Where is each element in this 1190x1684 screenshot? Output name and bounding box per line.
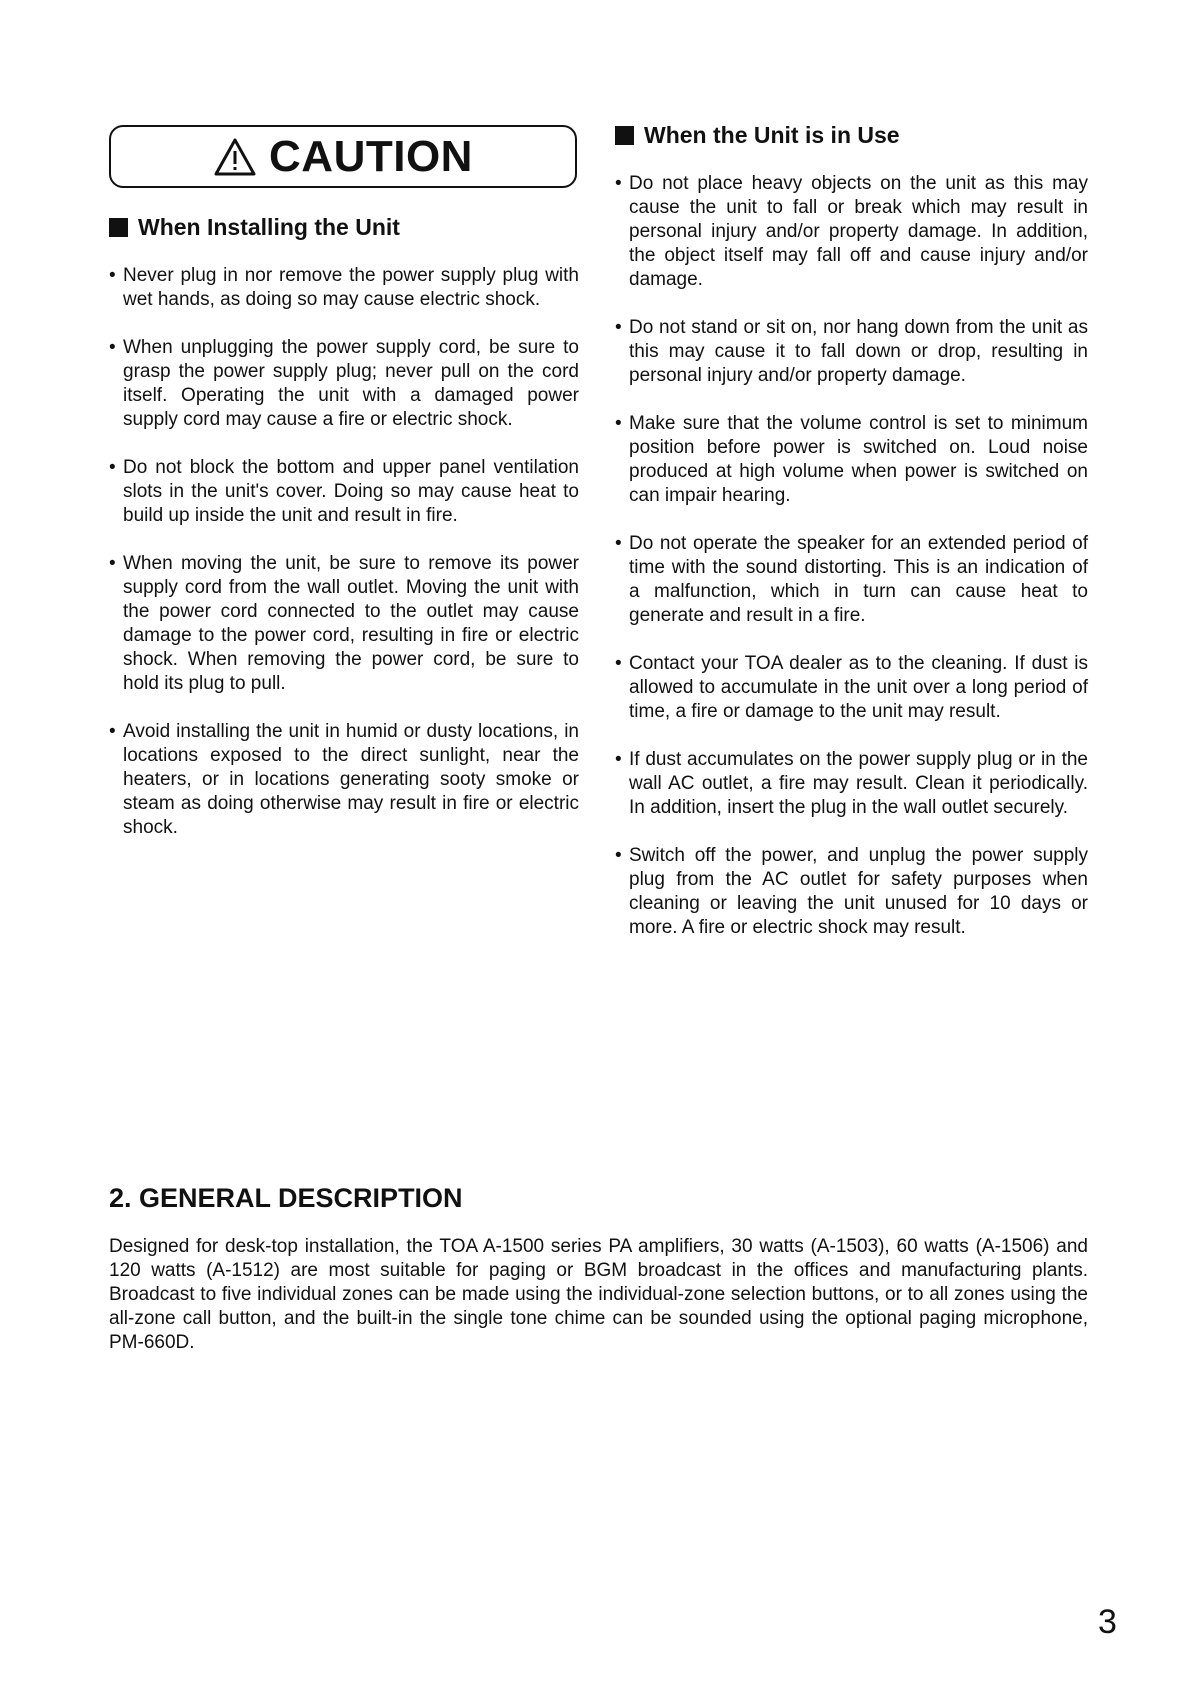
list-item: • Switch off the power, and unplug the power supply plug from the AC outlet for safety purposes when cleaning or leaving the unit unused for 10 days or more. A fire or electric shock may result. (615, 844, 1088, 940)
list-item: • Make sure that the volume control is set to minimum position before power is switched on. Loud noise produced at high volume when power is switched on can impair hearing. (615, 412, 1088, 508)
caution-title-group (213, 131, 473, 181)
list-item: • If dust accumulates on the power supply plug or in the wall AC outlet, a fire may result. Clean it periodically. In addition, insert the plug in the wall outlet securely. (615, 748, 1088, 820)
list-item: • Do not stand or sit on, nor hang down from the unit as this may cause it to fall down or drop, resulting in personal injury and/or property damage. (615, 316, 1088, 388)
list-item: • Avoid installing the unit in humid or dusty locations, in locations exposed to the direct sunlight, near the heaters, or in locations generating sooty smoke or steam as doing otherwise may result in fire or electric shock. (109, 720, 579, 840)
list-item: • Never plug in nor remove the power supply plug with wet hands, as doing so may cause electric shock. (109, 264, 579, 312)
in-use-heading-text: When the Unit is in Use (644, 122, 900, 148)
list-item: • Contact your TOA dealer as to the cleaning. If dust is allowed to accumulate in the unit over a long period of time, a fire or damage to the unit may result. (615, 652, 1088, 724)
caution-banner (109, 125, 577, 188)
square-bullet-icon (109, 218, 128, 237)
installing-list (109, 264, 579, 864)
list-item: • Do not block the bottom and upper panel ventilation slots in the unit's cover. Doing so may cause heat to build up inside the unit and result in fire. (109, 456, 579, 528)
in-use-list (615, 172, 1088, 964)
caution-title: CAUTION (269, 131, 473, 181)
general-description-heading: 2. GENERAL DESCRIPTION (109, 1183, 463, 1213)
list-item: • Do not operate the speaker for an extended period of time with the sound distorting. This is an indication of a malfunction, which in turn can cause heat to generate and result in a fire. (615, 532, 1088, 628)
installing-heading-text: When Installing the Unit (138, 214, 400, 240)
warning-triangle-icon (213, 137, 257, 177)
installing-heading (109, 216, 400, 239)
square-bullet-icon (615, 126, 634, 145)
general-description-body: Designed for desk-top installation, the TOA A-1500 series PA amplifiers, 30 watts (A-1503), 60 watts (A-1506) and 120 watts (A-1512) are most suitable for paging or BGM broadcast in the offices and manufacturing plants. Broadcast to five individual zones can be made using the individual-zone selection buttons, or to all zones using the all-zone call button, and the built-in the single tone chime can be sounded using the optional paging microphone, PM-660D. (109, 1236, 1088, 1353)
in-use-heading (615, 124, 900, 147)
list-item: • Do not place heavy objects on the unit as this may cause the unit to fall or break which may result in personal injury and/or property damage. In addition, the object itself may fall off and cause injury and/or damage. (615, 172, 1088, 292)
page-number: 3 (1098, 1603, 1117, 1641)
list-item: • When unplugging the power supply cord, be sure to grasp the power supply plug; never pull on the cord itself. Operating the unit with a damaged power supply cord may cause a fire or electric shock. (109, 336, 579, 432)
list-item: • When moving the unit, be sure to remove its power supply cord from the wall outlet. Moving the unit with the power cord connected to the outlet may cause damage to the power cord, resulting in fire or electric shock. When removing the power cord, be sure to hold its plug to pull. (109, 552, 579, 696)
